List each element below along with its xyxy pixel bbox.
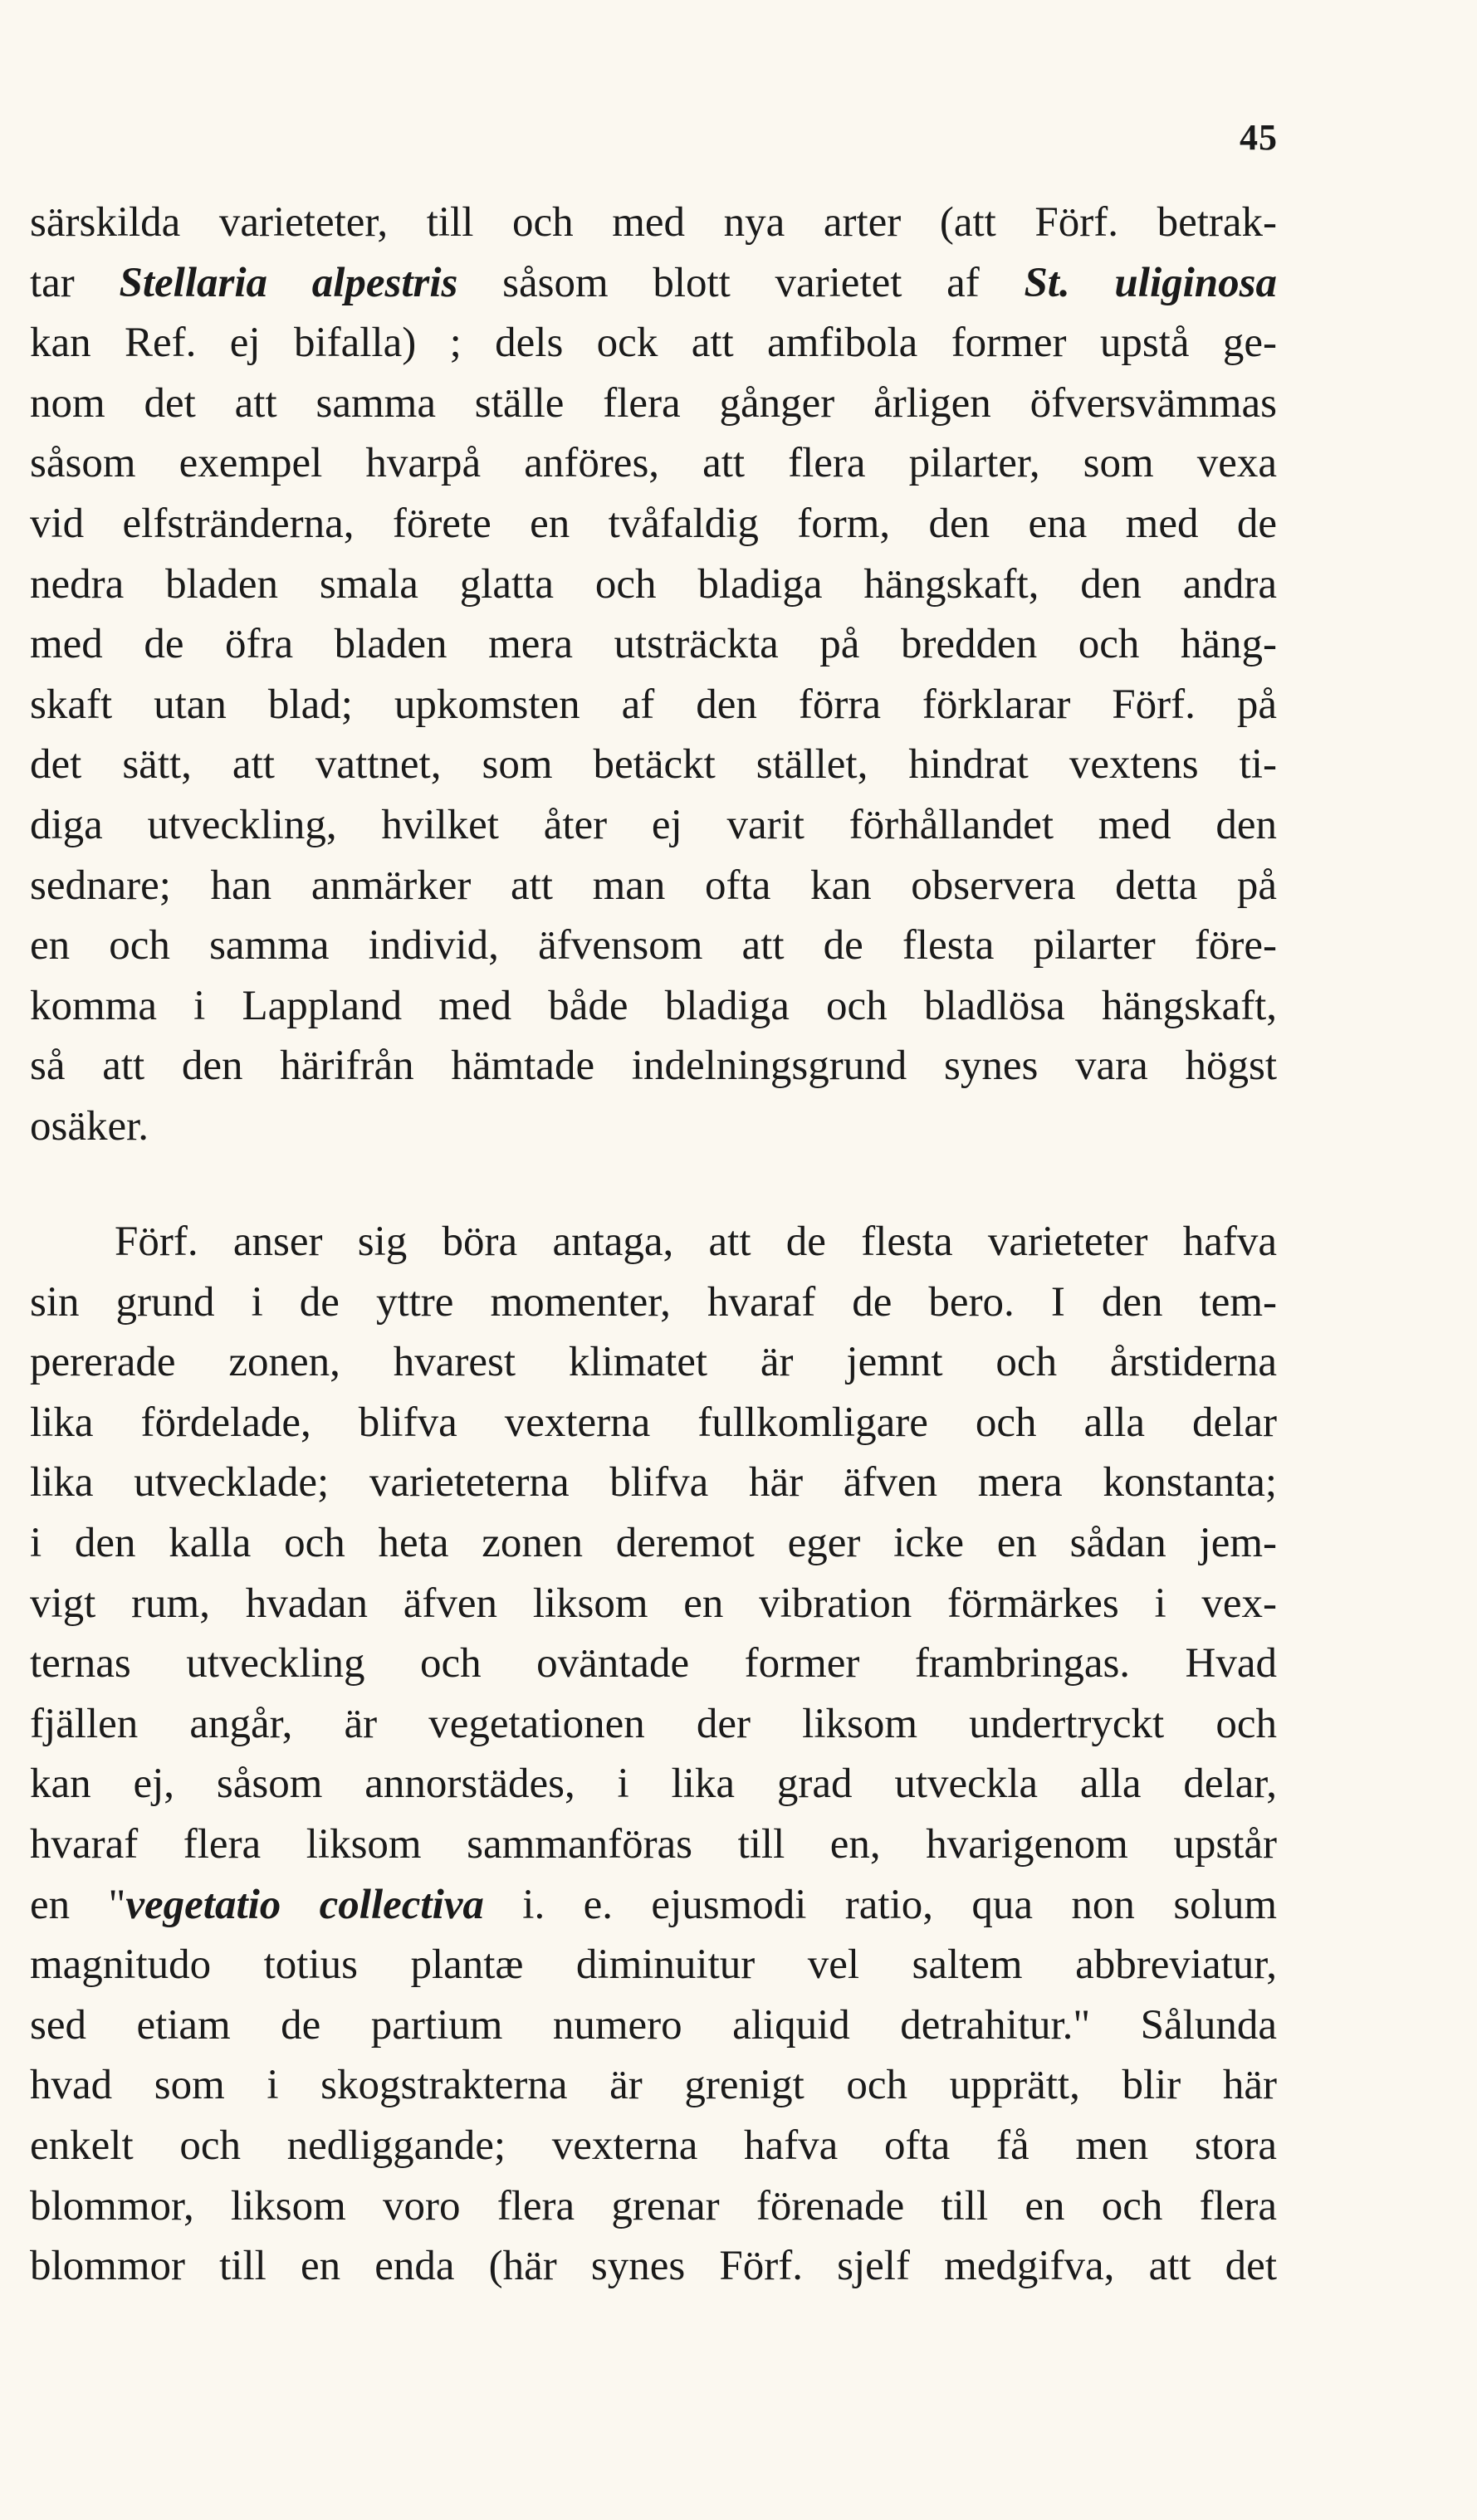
text-line (30, 1393, 1277, 1453)
text-segment: magnitudo totius plantæ diminuitur vel saltem abbreviatur, (30, 1941, 1277, 1989)
page-number: 45 (1240, 117, 1278, 158)
text-segment: med de öfra bladen mera utsträckta på bredden och häng- (30, 621, 1277, 668)
text-segment: blommor till en enda (här synes Förf. sjelf medgifva, att det (30, 2243, 1277, 2290)
text-line (30, 976, 1277, 1037)
text-segment: sin grund i de yttre momenter, hvaraf de bero. I den tem- (30, 1278, 1277, 1326)
text-line (30, 1754, 1277, 1814)
text-segment: Förf. anser sig böra antaga, att de flesta varieteter hafva (115, 1218, 1277, 1265)
text-line (30, 1694, 1277, 1755)
text-segment: diga utveckling, hvilket åter ej varit förhållandet med den (30, 801, 1277, 848)
text-segment: vigt rum, hvadan äfven liksom en vibration förmärkes i vex- (30, 1580, 1277, 1627)
paragraph-2 (30, 1212, 1277, 2297)
text-line (30, 193, 1277, 253)
text-segment: särskilda varieteter, till och med nya arter (att Förf. betrak- (30, 199, 1277, 246)
text-segment: lika utvecklade; varieteterna blifva här äfven mera konstanta; (30, 1459, 1277, 1507)
text-segment: kan ej, såsom annorstädes, i lika grad utveckla alla delar, (30, 1761, 1277, 1808)
text-line (30, 916, 1277, 976)
text-line (30, 1453, 1277, 1513)
text-segment: nom det att samma ställe flera gånger årligen öfversvämmas (30, 379, 1277, 427)
text-line (30, 614, 1277, 675)
text-segment: tar (30, 259, 120, 306)
text-line (30, 1212, 1277, 1272)
text-segment: en " (30, 1881, 126, 1928)
text-line (30, 1513, 1277, 1574)
text-segment: i. e. ejusmodi ratio, qua non solum (483, 1881, 1278, 1928)
italic-term: St. uliginosa (1024, 259, 1278, 306)
text-line (30, 1036, 1277, 1096)
text-line (30, 494, 1277, 554)
text-line (30, 2236, 1277, 2297)
text-segment: kan Ref. ej bifalla) ; dels ock att amfibola former upstå ge- (30, 320, 1277, 367)
text-line (30, 253, 1277, 314)
text-line (30, 1332, 1277, 1393)
text-line (30, 675, 1277, 735)
text-segment: pererade zonen, hvarest klimatet är jemnt och årstiderna (30, 1339, 1277, 1386)
text-line (30, 735, 1277, 795)
text-line (30, 313, 1277, 374)
text-line (30, 2116, 1277, 2176)
text-segment: lika fördelade, blifva vexterna fullkomligare och alla delar (30, 1399, 1277, 1446)
text-line (30, 2055, 1277, 2116)
text-segment: hvaraf flera liksom sammanföras till en, hvarigenom upstår (30, 1820, 1277, 1868)
text-line (30, 433, 1277, 494)
text-segment: vid elfstränderna, förete en tvåfaldig form, den ena med de (30, 500, 1277, 547)
text-segment: hvad som i skogstrakterna är grenigt och upprätt, blir här (30, 2062, 1277, 2109)
text-segment: såsom exempel hvarpå anföres, att flera pilarter, som vexa (30, 440, 1277, 487)
text-segment: fjällen angår, är vegetationen der liksom undertryckt och (30, 1700, 1277, 1747)
text-segment: skaft utan blad; upkomsten af den förra förklarar Förf. på (30, 681, 1277, 728)
italic-term: Stellaria alpestris (119, 259, 458, 306)
text-line (30, 1272, 1277, 1333)
text-segment: blommor, liksom voro flera grenar förenade till en och flera (30, 2182, 1277, 2229)
text-line (30, 554, 1277, 615)
text-line (30, 1634, 1277, 1694)
text-line (30, 1935, 1277, 1995)
text-line (30, 1574, 1277, 1634)
text-segment: nedra bladen smala glatta och bladiga hängskaft, den andra (30, 560, 1277, 608)
text-segment: så att den härifrån hämtade indelningsgrund synes vara högst (30, 1043, 1277, 1090)
text-segment: såsom blott varietet af (457, 259, 1025, 306)
text-line (30, 1096, 1277, 1157)
italic-term: vegetatio collectiva (125, 1881, 484, 1928)
paragraph-1 (30, 193, 1277, 1157)
text-segment: en och samma individ, äfvensom att de flesta pilarter före- (30, 922, 1277, 969)
text-segment: det sätt, att vattnet, som betäckt stället, hindrat vextens ti- (30, 741, 1277, 789)
text-line (30, 2176, 1277, 2237)
text-line (30, 856, 1277, 916)
text-line (30, 374, 1277, 434)
text-segment: i den kalla och heta zonen deremot eger icke en sådan jem- (30, 1519, 1277, 1566)
text-segment: sednare; han anmärker att man ofta kan observera detta på (30, 862, 1277, 909)
text-segment: enkelt och nedliggande; vexterna hafva ofta få men stora (30, 2122, 1277, 2169)
text-segment: osäker. (30, 1102, 149, 1150)
text-segment: ternas utveckling och oväntade former frambringas. Hvad (30, 1640, 1277, 1687)
text-line (30, 1814, 1277, 1875)
text-line (30, 1995, 1277, 2056)
text-line (30, 795, 1277, 856)
text-segment: komma i Lappland med både bladiga och bladlösa hängskaft, (30, 982, 1277, 1029)
text-line (30, 1875, 1277, 1936)
text-segment: sed etiam de partium numero aliquid detrahitur." Sålunda (30, 2001, 1277, 2049)
